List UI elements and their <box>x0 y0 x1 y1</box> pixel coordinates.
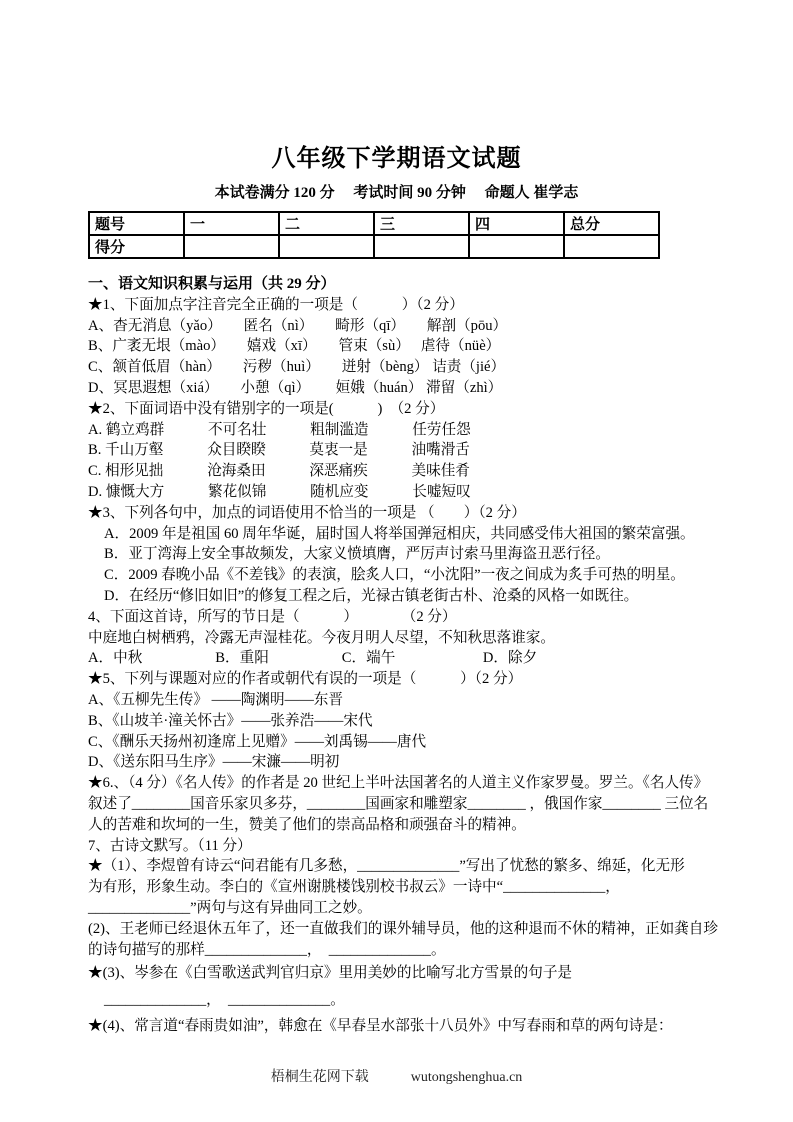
exam-text-line: B．亚丁湾海上安全事故频发，大家义愤填膺，严厉声讨索马里海盗丑恶行径。 <box>104 546 610 563</box>
score-cell <box>564 235 659 258</box>
exam-body <box>88 274 753 1037</box>
score-cell <box>184 235 279 258</box>
exam-text-line: C、颔首低眉（hàn） 污秽（huì） 迸射（bèng） 诘责（jié） <box>88 359 506 376</box>
score-table-header-cell: 题号 <box>89 212 184 235</box>
exam-text-line: 7、古诗文默写。（11 分） <box>88 837 252 854</box>
exam-text-line: (2)、王老师已经退休五年了，还一直做我们的课外辅导员，他的这种退而不休的精神，正如龚自珍 <box>88 920 718 937</box>
score-table-header-cell: 二 <box>279 212 374 235</box>
footer-site-url: wutongshenghua.cn <box>410 1070 523 1085</box>
score-cell <box>469 235 564 258</box>
exam-info: 本试卷满分 120 分 考试时间 90 分钟 命题人 崔学志 <box>214 185 579 201</box>
exam-text-line: D、《送东阳马生序》——宋濂——明初 <box>88 754 340 771</box>
score-cell <box>374 235 469 258</box>
exam-text-line: D. 慷慨大方 繁花似锦 随机应变 长嘘短叹 <box>88 483 471 500</box>
exam-text-line: D．在经历“修旧如旧”的修复工程之后，光禄古镇老街古朴、沧桑的风格一如既往。 <box>104 587 639 604</box>
exam-text-line: B、广袤无垠（mào） 嬉戏（xī） 管束（sù） 虐待（nüè） <box>88 338 501 355</box>
exam-text-line: ★6.、（4 分）《名人传》的作者是 20 世纪上半叶法国著名的人道主义作家罗曼。罗兰。《名人传》 <box>88 775 709 792</box>
exam-text-line: C．2009 春晚小品《不差钱》的表演，脍炙人口，“小沈阳”一夜之间成为炙手可热的明星。 <box>104 567 685 584</box>
page-footer <box>0 1066 793 1086</box>
exam-text-line: ★(3)、岑参在《白雪歌送武判官归京》里用美妙的比喻写北方雪景的句子是 <box>88 965 573 982</box>
score-table-header-cell: 一 <box>184 212 279 235</box>
page-title: 八年级下学期语文试题 <box>271 146 522 172</box>
exam-text-line: A．2009 年是祖国 60 周年华诞，届时国人将举国弹冠相庆，共同感受伟大祖国的繁荣富强。 <box>104 525 695 542</box>
exam-text-line: 的诗句描写的那样______________， ______________。 <box>88 941 446 958</box>
exam-text-line: B、《山坡羊·潼关怀古》——张养浩——宋代 <box>88 712 373 729</box>
exam-text-line: ★3、下列各句中，加点的词语使用不恰当的一项是 （ ）（2 分） <box>88 504 526 521</box>
exam-text-line: 一、语文知识积累与运用（共 29 分） <box>88 276 336 292</box>
exam-text-line: A、《五柳先生传》 ——陶渊明——东晋 <box>88 691 343 708</box>
score-table <box>88 211 660 259</box>
exam-text-line: 人的苦难和坎坷的一生，赞美了他们的崇高品格和顽强奋斗的精神。 <box>88 816 526 833</box>
exam-text-line: A、杳无消息（yǎo） 匿名（nì） 畸形（qī） 解剖（pōu） <box>88 317 508 334</box>
exam-text-line: D、冥思遐想（xiá） 小憩（qì） 姮娥（huán） 滞留（zhì） <box>88 379 503 396</box>
exam-text-line: 4、下面这首诗，所写的节日是（ ） （2 分） <box>88 608 457 625</box>
exam-text-line: ______________”两句与这有异曲同工之妙。 <box>88 899 372 916</box>
score-table-header-cell: 四 <box>469 212 564 235</box>
exam-text-line: ★(4)、常言道“春雨贵如油”，韩愈在《早春呈水部张十八员外》中写春雨和草的两句诗是： <box>88 1017 673 1034</box>
exam-text-line: 叙述了________国音乐家贝多芬，________国画家和雕塑家________ ，俄国作家________ 三位名 <box>88 795 709 812</box>
score-table-score-row <box>89 235 659 258</box>
score-row-label-cell: 得分 <box>89 235 184 258</box>
footer-site-name: 梧桐生花网下载 <box>270 1070 369 1085</box>
exam-text-line: A．中秋 B．重阳 C．端午 D．除夕 <box>88 650 538 667</box>
exam-text-line: ★5、下列与课题对应的作者或朝代有误的一项是（ ）（2 分） <box>88 671 523 688</box>
score-table-header-cell: 总分 <box>564 212 659 235</box>
exam-text-line: C. 相形见拙 沧海桑田 深恶痛疾 美味佳肴 <box>88 463 470 480</box>
score-table-header-row <box>89 212 659 235</box>
exam-text-line: A. 鹤立鸡群 不可名壮 粗制滥造 任劳任怨 <box>88 421 471 438</box>
score-cell <box>279 235 374 258</box>
exam-text-line: ______________， ______________。 <box>104 992 345 1009</box>
exam-text-line: B. 千山万壑 众目睽睽 莫衷一是 油嘴滑舌 <box>88 442 470 459</box>
exam-text-line: ★（1）、李煜曾有诗云“问君能有几多愁，______________”写出了忧愁的繁多、绵延，化无形 <box>88 858 685 875</box>
exam-text-line: ★2、下面词语中没有错别字的一项是( ) （2 分） <box>88 400 445 417</box>
exam-text-line: 为有形，形象生动。李白的《宣州谢朓楼饯别校书叔云》一诗中“______________， <box>88 879 620 896</box>
exam-text-line: ★1、下面加点字注音完全正确的一项是（ ）（2 分） <box>88 296 464 313</box>
score-table-header-cell: 三 <box>374 212 469 235</box>
exam-text-line: 中庭地白树栖鸦，冷露无声湿桂花。今夜月明人尽望，不知秋思落谁家。 <box>88 629 556 646</box>
exam-text-line: C、《酬乐天扬州初逢席上见赠》——刘禹锡——唐代 <box>88 733 427 750</box>
